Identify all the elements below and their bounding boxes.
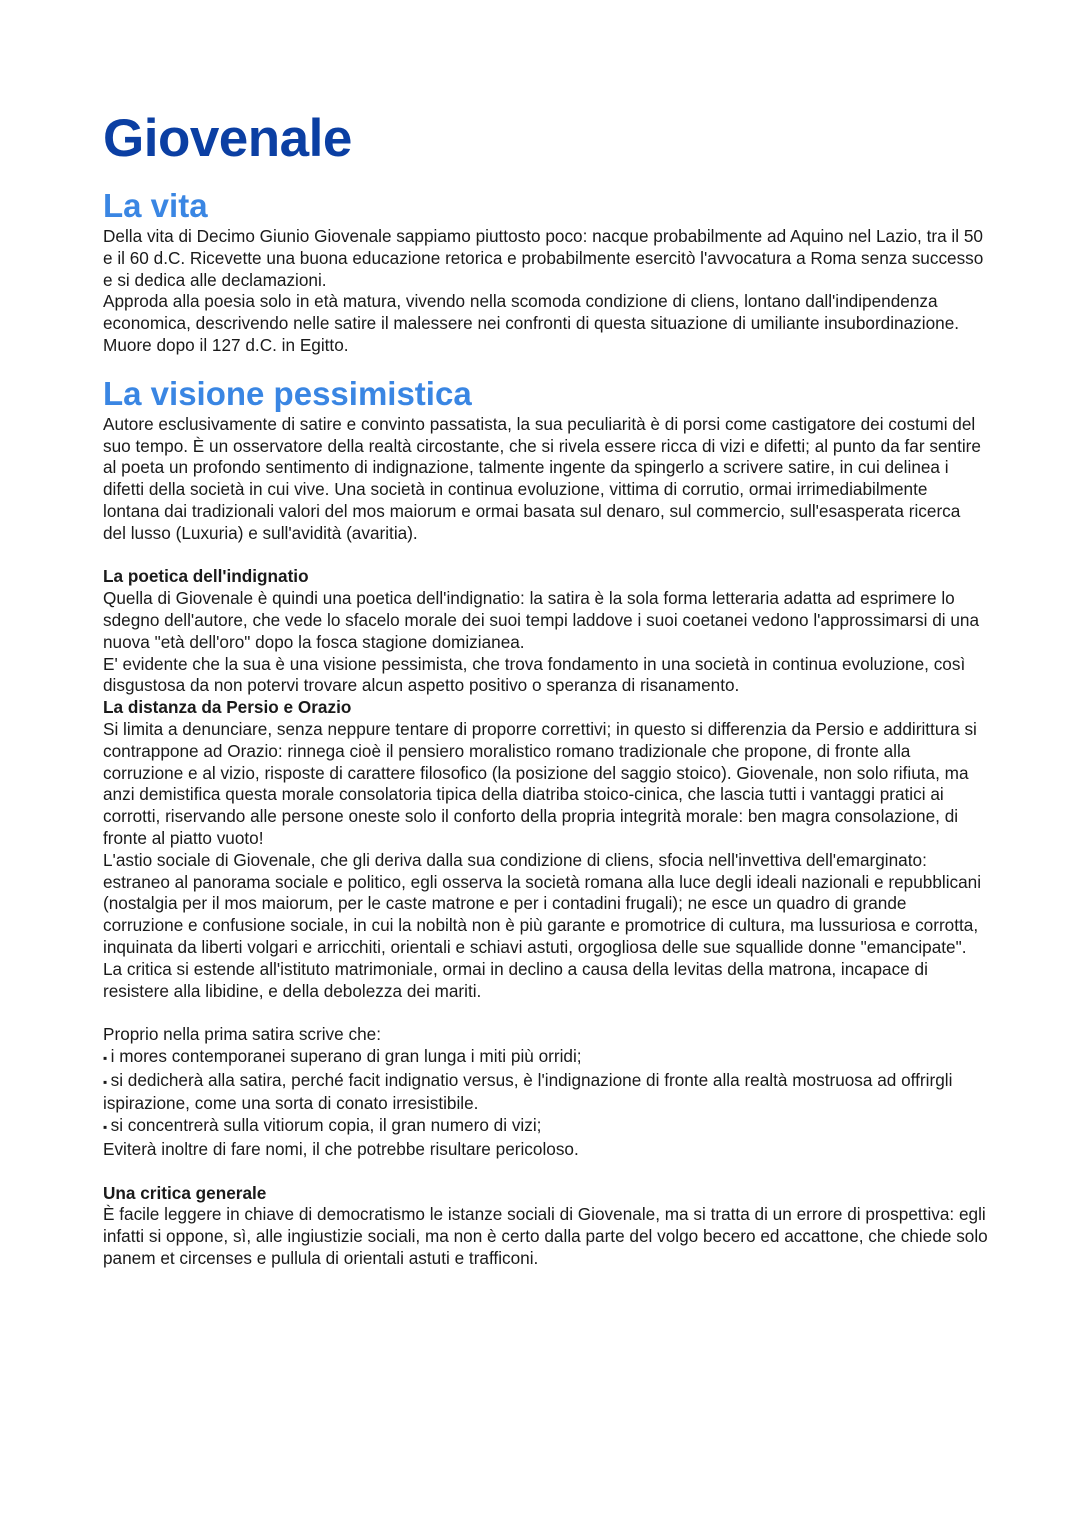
spacer bbox=[103, 1161, 988, 1183]
critica-paragraph-1: È facile leggere in chiave di democratismo le istanze sociali di Giovenale, ma si tratta di un errore di prospettiva: egli infatti si oppone, sì, alle ingiustizie sociali, ma non è certo dalla parte del volgo becero ed accattone, che chiede solo panem et circenses e pullula di orientali astuti e trafficoni. bbox=[103, 1204, 988, 1269]
poetica-paragraph-1: Quella di Giovenale è quindi una poetica dell'indignatio: la satira è la sola forma letteraria adatta ad esprimere lo sdegno dell'autore, che vede lo sfacelo morale dei suoi tempi laddove i suoi coetanei vedono l'approssimarsi di una nuova "età dell'oro" dopo la fosca stagione domizianea. bbox=[103, 588, 980, 652]
distanza-paragraph-2: L'astio sociale di Giovenale, che gli deriva dalla sua condizione di cliens, sfocia nell'invettiva dell'emarginato: estraneo al panorama sociale e politico, egli osserva la società romana alla luce degli ideali nazionali e repubblicani (nostalgia per il mos maiorum, per le caste matrone e per i contadini frugali); ne esce un quadro di grande corruzione e confusione sociale, in cui la nobiltà non è più garante e promotrice di cultura, ma lussuriosa e corrotta, inquinata da liberti volgari e arricchiti, orientali e schiavi astuti, orgogliosa delle sue squallide donne "emancipate". La critica si estende all'istituto matrimoniale, ormai in declino a causa della levitas della matrona, incapace di resistere alla libidine, e della debolezza dei mariti. bbox=[103, 849, 982, 1001]
bullet-item: ▪ si concentrerà sulla vitiorum copia, il gran numero di vizi; bbox=[103, 1115, 988, 1139]
distanza-paragraph-4: Eviterà inoltre di fare nomi, il che potrebbe risultare pericoloso. bbox=[103, 1139, 579, 1160]
distanza-paragraph-3: Proprio nella prima satira scrive che: bbox=[103, 1024, 381, 1045]
vita-paragraph-1: Della vita di Decimo Giunio Giovenale sappiamo piuttosto poco: nacque probabilmente ad Aquino nel Lazio, tra il 50 e il 60 d.C. Ricevette una buona educazione retorica e probabilmente esercitò l'avvocatura a Roma senza successo e si dedica alle declamazioni. bbox=[103, 226, 984, 290]
visione-paragraph-1: Autore esclusivamente di satire e convinto passatista, la sua peculiarità è di porsi come castigatore dei costumi del suo tempo. È un osservatore della realtà circostante, che si rivela essere ricca di vizi e difetti; al punto da far sentire al poeta un profondo sentimento di indignazione, talmente ingente da spingerlo a scrivere satire, in cui delinea i difetti della società in cui vive. Una società in continua evoluzione, vittima di corrutio, ormai irrimediabilmente lontana dai tradizionali valori del mos maiorum e ormai basata sul denaro, sul commercio, sull'esasperata ricerca del lusso (Luxuria) e sull'avidità (avaritia). bbox=[103, 413, 981, 543]
spacer bbox=[103, 1002, 988, 1024]
bullet-item: ▪ si dedicherà alla satira, perché facit indignatio versus, è l'indignazione di fronte alla realtà mostruosa ad offrirgli ispirazione, come una sorta di conato irresistibile. bbox=[103, 1070, 988, 1116]
bullet-item: ▪ i mores contemporanei superano di gran lunga i miti più orridi; bbox=[103, 1046, 988, 1070]
document-title: Giovenale bbox=[103, 109, 352, 168]
subheading-critica-generale: Una critica generale bbox=[103, 1182, 267, 1203]
subheading-poetica-indignatio: La poetica dell'indignatio bbox=[103, 566, 309, 587]
distanza-paragraph-1: Si limita a denunciare, senza neppure tentare di proporre correttivi; in questo si differenzia da Persio e addirittura si contrappone ad Orazio: rinnega cioè il pensiero moralistico romano tradizionale che propone, di fronte alla corruzione e al vizio, risposte di carattere filosofico (la posizione del saggio stoico). Giovenale, non solo rifiuta, ma anzi demistifica questa morale consolatoria tipica della diatriba stoico-cinica, che lascia tutti i vantaggi pratici ai corrotti, riservando alle persone oneste solo il conforto della propria integrità morale: ben magra consolazione, di fronte al piatto vuoto! bbox=[103, 718, 977, 848]
section-heading-la-vita: La vita bbox=[103, 187, 208, 224]
spacer bbox=[103, 545, 988, 567]
vita-paragraph-3: Muore dopo il 127 d.C. in Egitto. bbox=[103, 334, 349, 355]
subheading-distanza-persio-orazio: La distanza da Persio e Orazio bbox=[103, 697, 352, 718]
vita-paragraph-2: Approda alla poesia solo in età matura, vivendo nella scomoda condizione di cliens, lontano dall'indipendenza economica, descrivendo nelle satire il malessere nei confronti di questa situazione di umiliante insubordinazione. bbox=[103, 291, 960, 334]
document-page bbox=[103, 108, 988, 1270]
poetica-paragraph-2: E' evidente che la sua è una visione pessimista, che trova fondamento in una società in continua evoluzione, così disgustosa da non potervi trovare alcun aspetto positivo o speranza di risanamento. bbox=[103, 653, 966, 696]
section-heading-visione-pessimistica: La visione pessimistica bbox=[103, 374, 472, 412]
